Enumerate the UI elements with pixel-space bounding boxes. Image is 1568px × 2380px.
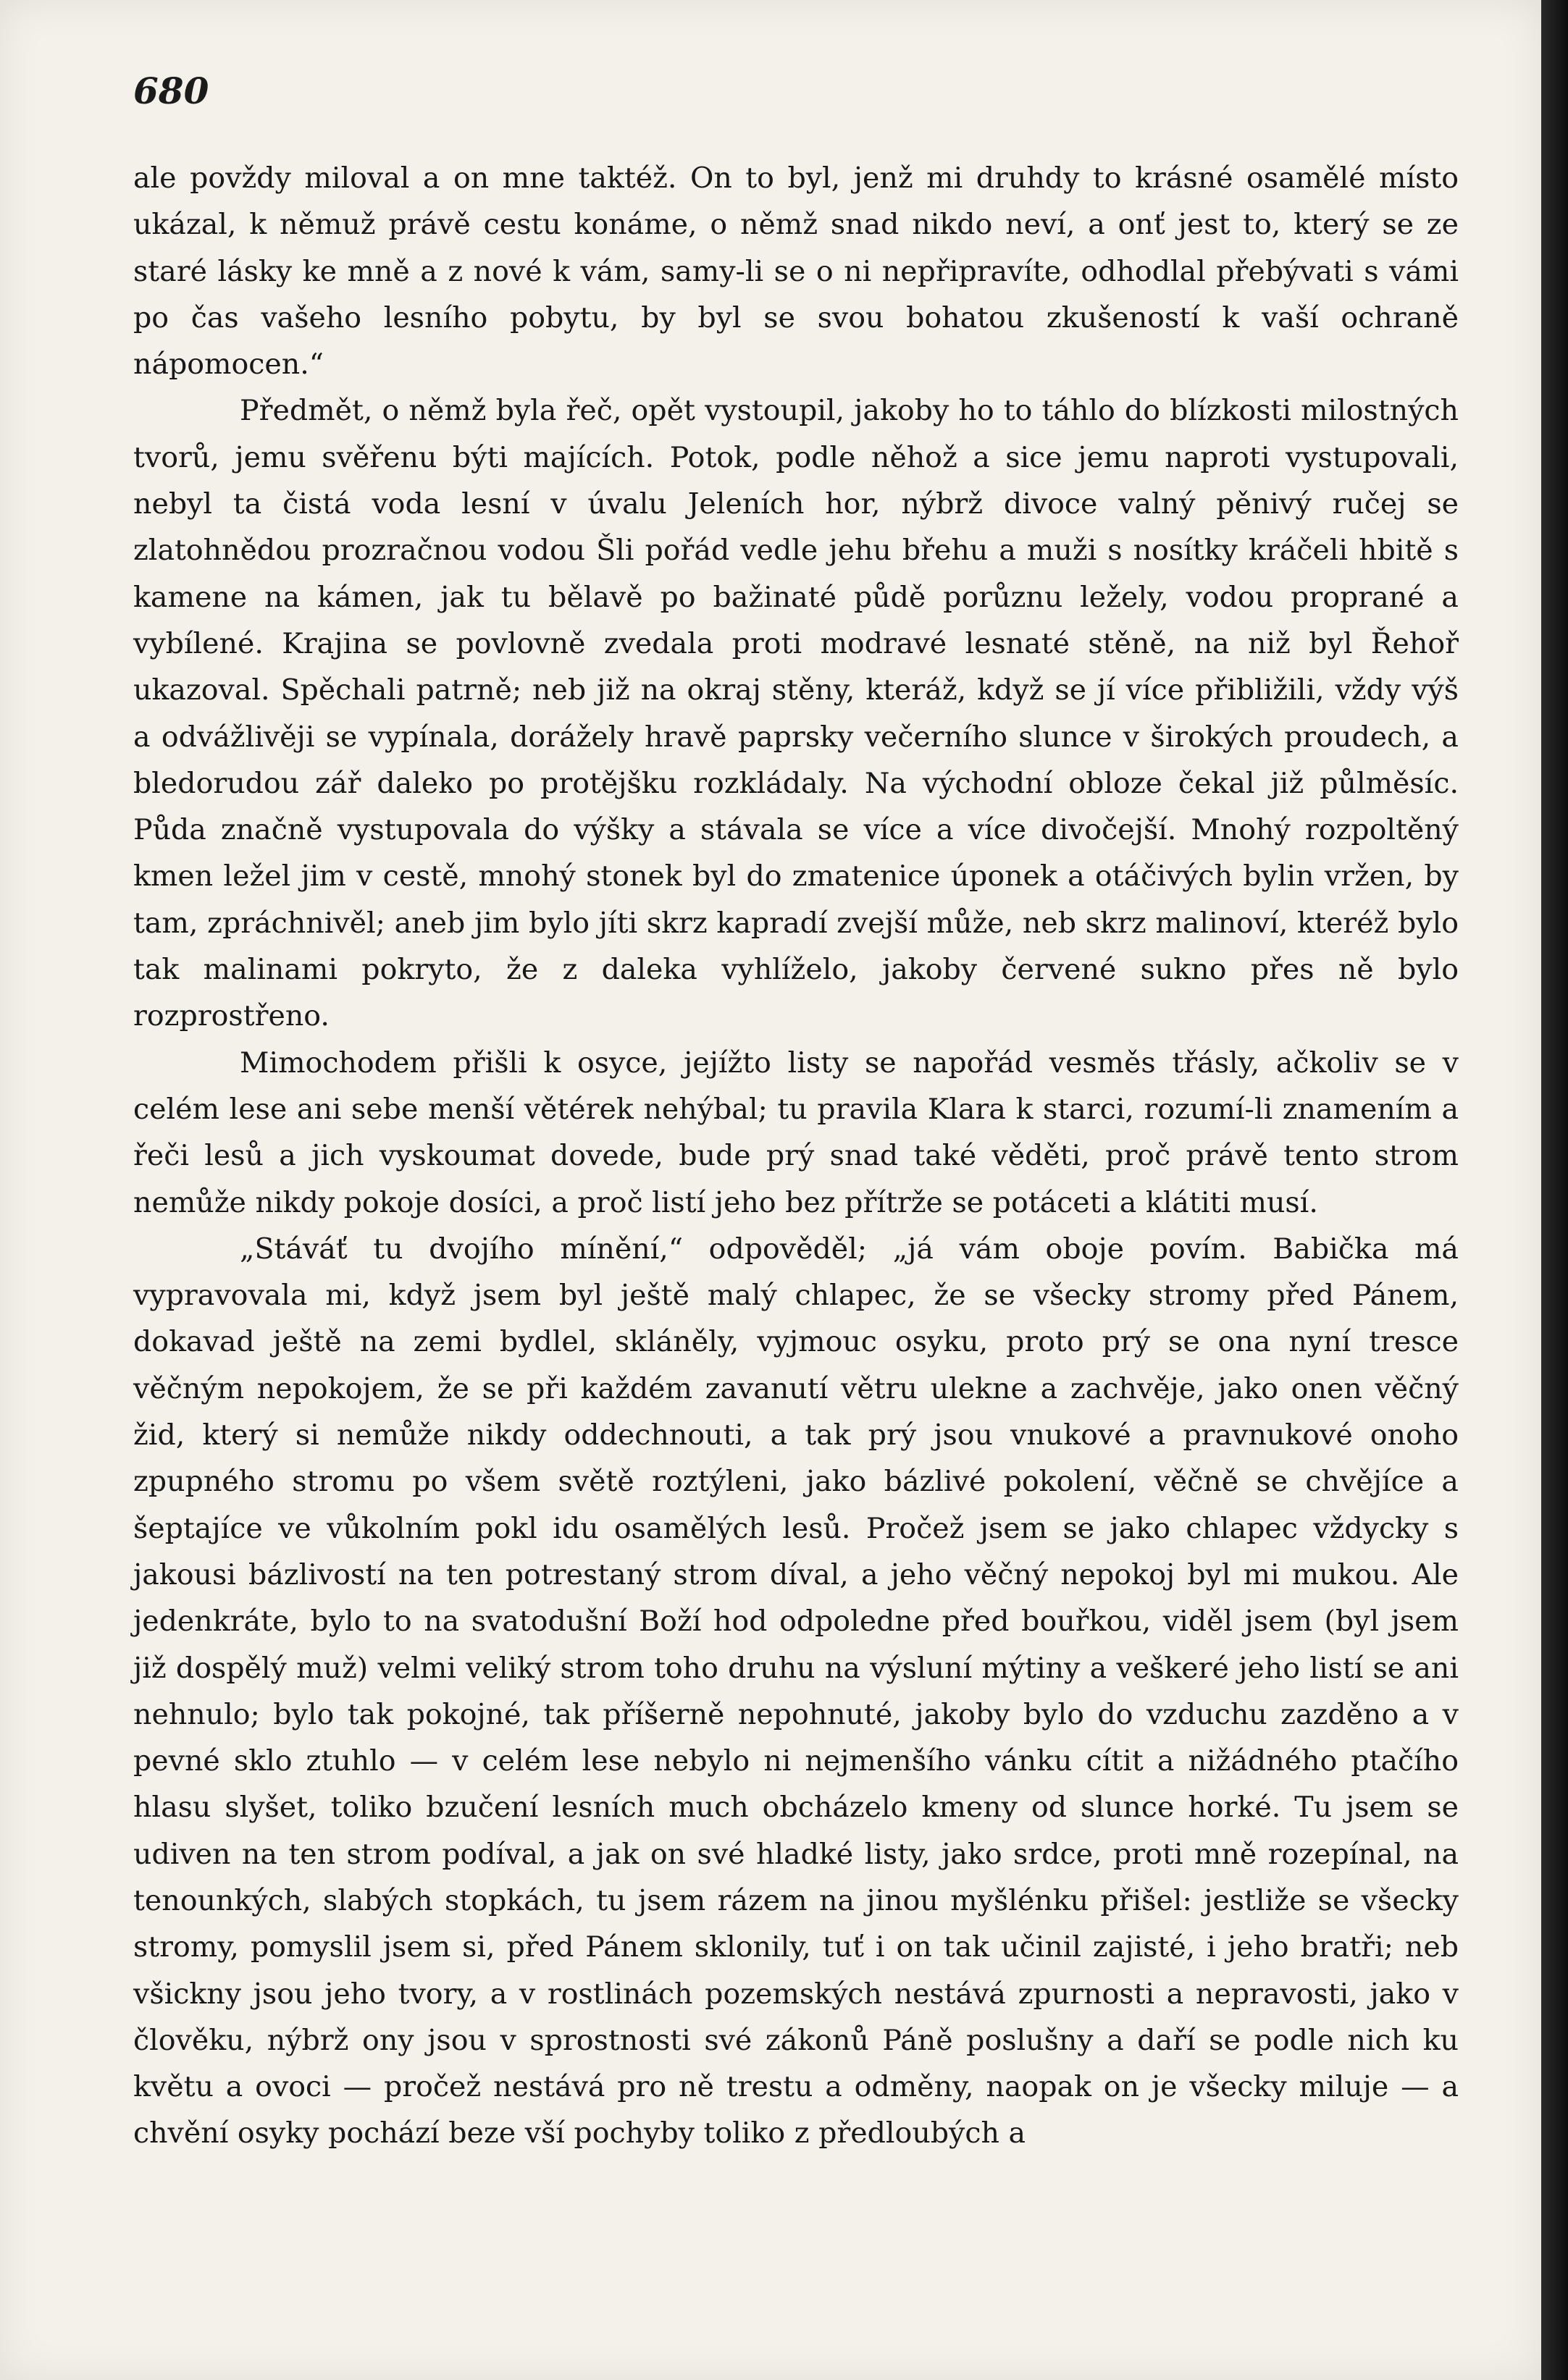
page-number: 680 [133,70,209,112]
paragraph-4: „Stáváť tu dvojího mínění,“ odpověděl; „já vám oboje povím. Babička má vypravovala mi, když jsem byl ještě malý chlapec, že se všecky stromy před Pánem, dokavad ještě na zemi bydlel, skláněly, vyjmouc osyku, proto prý se ona nyní tresce věčným nepokojem, že se při každém zavanutí větru ulekne a zachvěje, jako onen věčný žid, který si nemůže nikdy oddechnouti, a tak prý jsou vnukové a pravnukové onoho zpupného stromu po všem světě roztýleni, jako bázlivé pokolení, věčně se chvějíce a šeptajíce ve vůkolním pokl idu osamělých lesů. Pročež jsem se jako chlapec vždycky s jakousi bázlivostí na ten potrestaný strom díval, a jeho věčný nepokoj byl mi mukou. Ale jedenkráte, bylo to na svatodušní Boží hod odpoledne před bouřkou, viděl jsem (byl jsem již dospělý muž) velmi veliký strom toho druhu na výsluní mýtiny a veškeré jeho listí se ani nehnulo; bylo tak pokojné, tak příšerně nepohnuté, jakoby bylo do vzduchu zazděno a v pevné sklo ztuhlo — v celém lese nebylo ni nejmenšího vánku cítit a nižádného ptačího hlasu slyšet, toliko bzučení lesních much obcházelo kmeny od slunce horké. Tu jsem se udiven na ten strom podíval, a jak on své hladké listy, jako srdce, proti mně rozepínal, na tenounkých, slabých stopkách, tu jsem rázem na jinou myšlénku přišel: jestliže se všecky stromy, pomyslil jsem si, před Pánem sklonily, tuť i on tak učinil zajisté, i jeho bratři; neb všickny jsou jeho tvory, a v rostlinách pozemských nestává zpurnosti a nepravosti, jako v člověku, nýbrž ony jsou v sprostnosti své zákonů Páně poslušny a daří se podle nich ku květu a ovoci — pročež nestává pro ně trestu a odměny, naopak on je všecky miluje — a chvění osyky pochází beze vší pochyby toliko z předloubých a [133,1232,1459,2150]
scan-edge [1541,0,1568,2380]
body-text [133,155,1459,2157]
paragraph-1: ale povždy miloval a on mne taktéž. On to byl, jenž mi druhdy to krásné osamělé místo ukázal, k němuž právě cestu konáme, o němž snad nikdo neví, a onť jest to, který se ze staré lásky ke mně a z nové k vám, samy-li se o ni nepřipravíte, odhodlal přebývati s vámi po čas vašeho lesního pobytu, by byl se svou bohatou zkušeností k vaší ochraně nápomocen.“ [133,161,1459,382]
paragraph-2: Předmět, o němž byla řeč, opět vystoupil, jakoby ho to táhlo do blízkosti milostných tvorů, jemu svěřenu býti majících. Potok, podle něhož a sice jemu naproti vystupovali, nebyl ta čistá voda lesní v úvalu Jeleních hor, nýbrž divoce valný pěnivý ručej se zlatohnědou prozračnou vodou Šli pořád vedle jehu břehu a muži s nosítky kráčeli hbitě s kamene na kámen, jak tu bělavě po bažinaté půdě porůznu ležely, vodou proprané a vybílené. Krajina se povlovně zvedala proti modravé lesnaté stěně, na niž byl Řehoř ukazoval. Spěchali patrně; neb již na okraj stěny, kteráž, když se jí více přibližili, vždy výš a odvážlivěji se vypínala, dorážely hravě paprsky večerního slunce v širokých proudech, a bledorudou zář daleko po protějšku rozkládaly. Na východní obloze čekal již půlměsíc. Půda značně vystupovala do výšky a stávala se více a více divočejší. Mnohý rozpoltěný kmen ležel jim v cestě, mnohý stonek byl do zmatenice úponek a otáčivých bylin vržen, by tam, zpráchnivěl; aneb jim bylo jíti skrz kapradí zvejší může, neb skrz malinoví, kteréž bylo tak malinami pokryto, že z daleka vyhlíželo, jakoby červené sukno přes ně bylo rozprostřeno. [133,394,1459,1033]
paragraph-3: Mimochodem přišli k osyce, jejížto listy se napořád vesměs třásly, ačkoliv se v celém lese ani sebe menší větérek nehýbal; tu pravila Klara k starci, rozumí-li znamením a řeči lesů a jich vyskoumat dovede, bude prý snad také věděti, proč právě tento strom nemůže nikdy pokoje dosíci, a proč listí jeho bez přítrže se potáceti a klátiti musí. [133,1046,1459,1219]
